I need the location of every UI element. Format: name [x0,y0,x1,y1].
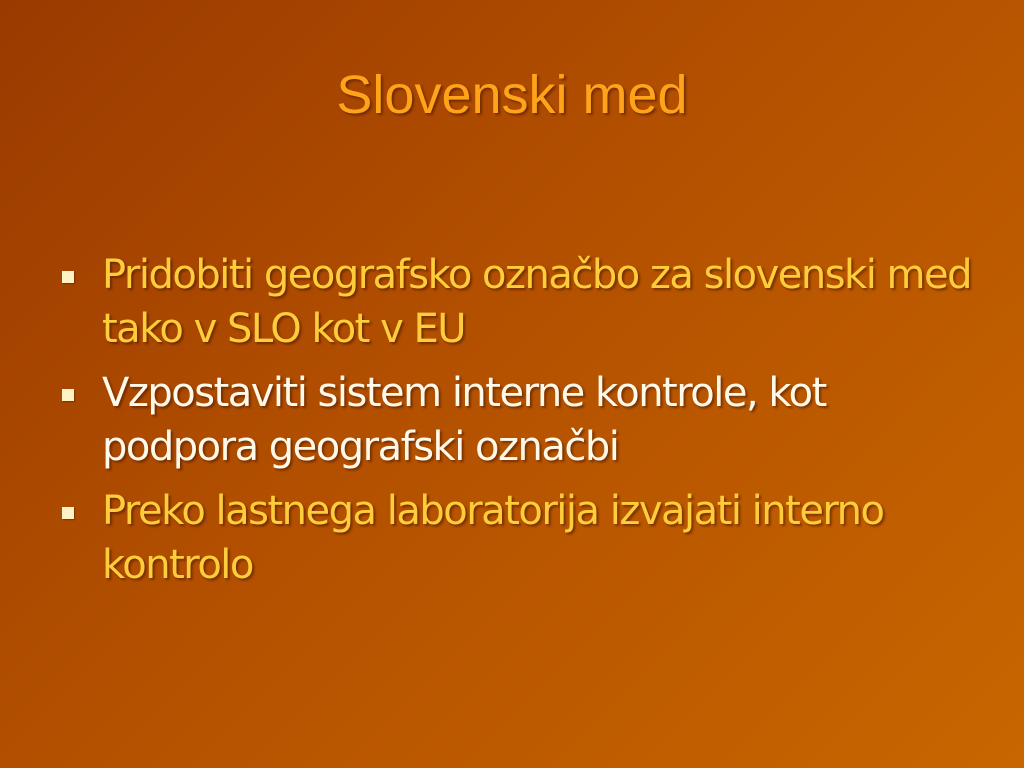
bullet-item-3 [60,484,980,592]
square-bullet-icon [62,389,74,401]
bullet-item-2 [60,366,980,474]
bullet-item-1 [60,248,980,356]
bullet-list [60,248,980,602]
bullet-text: Vzpostaviti sistem interne kontrole, kot podpora geografski označbi [102,370,826,470]
square-bullet-icon [62,507,74,519]
bullet-text: Pridobiti geografsko označbo za slovenski med tako v SLO kot v EU [102,252,972,352]
slide-title: Slovenski med [336,65,688,125]
bullet-text: Preko lastnega laboratorija izvajati interno kontrolo [102,488,884,588]
square-bullet-icon [62,271,74,283]
